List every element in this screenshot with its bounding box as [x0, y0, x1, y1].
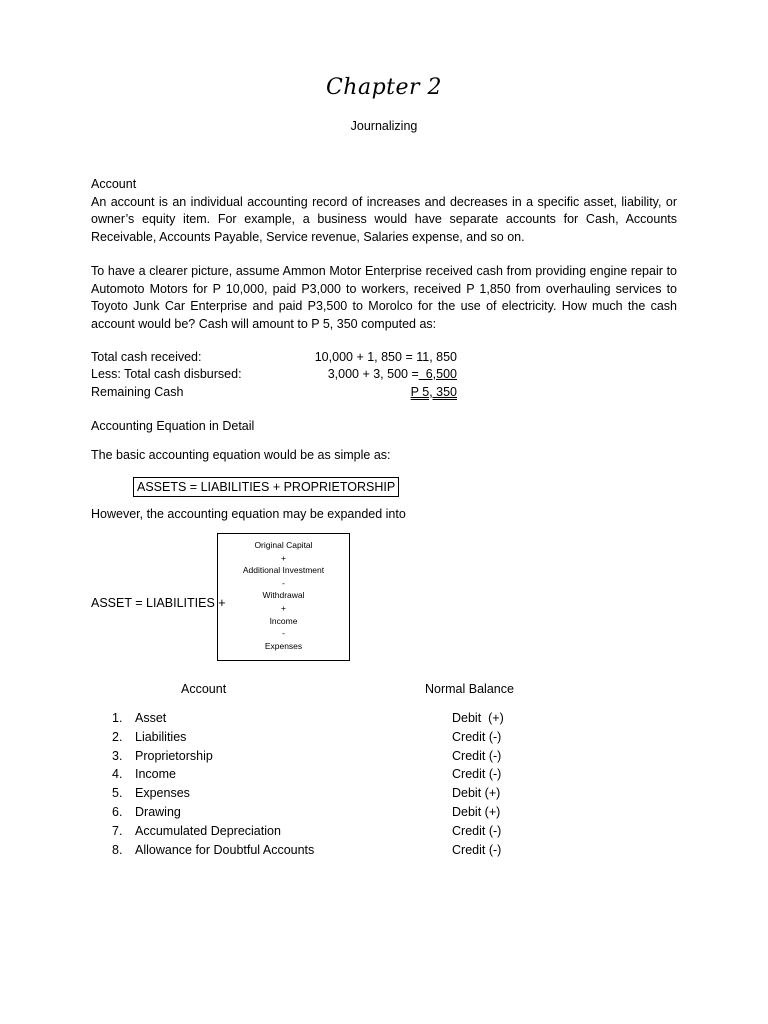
account-name: Liabilities [135, 729, 187, 744]
account-row [112, 747, 532, 766]
row-number: 6. [112, 805, 123, 819]
account-row [112, 728, 532, 747]
row-number: 4. [112, 767, 123, 782]
account-column-header: Account [181, 682, 227, 696]
account-row [112, 841, 532, 860]
cash-row-remaining [91, 384, 457, 401]
account-name: Asset [135, 711, 167, 725]
account-name: Proprietorship [135, 748, 213, 763]
account-heading: Account [91, 177, 137, 191]
row-number: 2. [112, 729, 123, 744]
normal-balance: Debit (+) [452, 805, 501, 819]
account-name: Allowance for Doubtful Accounts [135, 842, 315, 857]
equation-heading: Accounting Equation in Detail [91, 419, 255, 433]
normal-balance: Credit (-) [452, 748, 502, 763]
account-name: Expenses [135, 786, 190, 801]
normal-balance: Credit (-) [452, 842, 502, 857]
breakdown-item: Expenses [264, 640, 303, 651]
account-definition-paragraph: An account is an individual accounting record of increases and decreases in a specific asset, liability, or owner’s equity item. For example, a business would have separate accounts for Cash, Accounts Receivable, Accounts Payable, Service revenue, Salaries expense, and so on. [91, 194, 677, 244]
cash-value [328, 366, 457, 383]
account-row [112, 765, 532, 784]
breakdown-operator: + [281, 602, 286, 613]
cash-label: Total cash received: [91, 350, 202, 364]
cash-row-disbursed [91, 366, 457, 383]
normal-balance-column-header: Normal Balance [425, 682, 514, 696]
account-row [112, 803, 532, 822]
cash-expression: 3,000 + 3, 500 = [327, 367, 419, 381]
cash-value: 10,000 + 1, 850 = 11, 850 [314, 350, 457, 364]
row-number: 5. [112, 786, 123, 801]
breakdown-item: Additional Investment [242, 565, 325, 576]
expanded-intro: However, the accounting equation may be expanded into [91, 507, 406, 521]
cash-remaining-total: P 5, 350 [410, 385, 457, 399]
chapter-subtitle: Journalizing [350, 119, 418, 133]
normal-balance: Debit (+) [452, 786, 501, 801]
normal-balance: Debit (+) [452, 711, 504, 725]
row-number: 1. [112, 711, 123, 725]
cash-label: Less: Total cash disbursed: [91, 367, 242, 381]
chapter-title: Chapter 2 [325, 75, 443, 100]
basic-equation-box: ASSETS = LIABILITIES + PROPRIETORSHIP [133, 477, 399, 497]
proprietorship-breakdown-box [217, 533, 350, 661]
account-name: Income [135, 767, 176, 782]
breakdown-item: Income [269, 615, 298, 626]
basic-equation-intro: The basic accounting equation would be as simple as: [91, 448, 391, 462]
example-paragraph: To have a clearer picture, assume Ammon Motor Enterprise received cash from providing engine repair to Automoto Motors for P 10,000, paid P3,000 to workers, received P 1,850 from overhauling services to Toyoto Junk Car Enterprise and paid P3,500 to Morolco for the use of electricity. How much the cash account would be? Cash will amount to P 5, 350 computed as: [91, 264, 677, 331]
cash-label: Remaining Cash [91, 385, 184, 399]
row-number: 7. [112, 823, 123, 838]
account-name: Accumulated Depreciation [135, 823, 281, 838]
account-row [112, 784, 532, 803]
account-name: Drawing [135, 805, 181, 819]
breakdown-item: Withdrawal [262, 590, 305, 601]
cash-row-received [91, 349, 457, 366]
row-number: 8. [112, 842, 123, 857]
normal-balance: Credit (-) [452, 823, 502, 838]
expanded-equation-left: ASSET = LIABILITIES + [91, 596, 226, 610]
breakdown-operator: - [282, 628, 285, 639]
normal-balance: Credit (-) [452, 767, 502, 782]
normal-balance: Credit (-) [452, 729, 502, 744]
account-row [112, 822, 532, 841]
breakdown-operator: - [282, 577, 285, 588]
row-number: 3. [112, 748, 123, 763]
cash-disbursed-total: 6,500 [418, 367, 457, 381]
breakdown-item: Original Capital [254, 540, 313, 550]
breakdown-operator: + [281, 552, 286, 563]
account-section [91, 176, 677, 246]
account-row [112, 709, 532, 728]
